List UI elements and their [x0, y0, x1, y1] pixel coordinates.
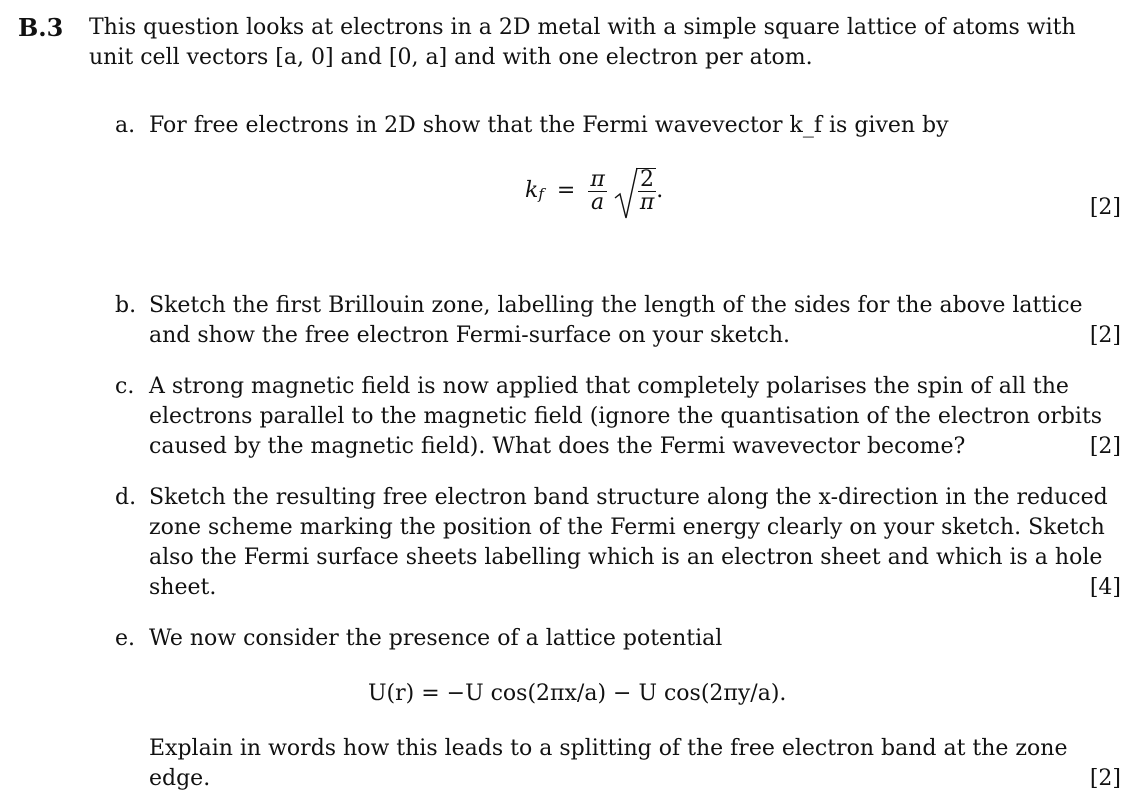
part-c-line-1: A strong magnetic field is now applied that completely polarises the spin of all the: [149, 374, 1069, 399]
part-e-line-1: We now consider the presence of a lattice potential: [149, 626, 723, 651]
part-c-marks: [2]: [1089, 434, 1121, 459]
part-a-marks: [2]: [1089, 195, 1121, 220]
lattice-potential-equation: U(r) = −U cos(2πx/a) − U cos(2πy/a).: [368, 681, 787, 706]
part-d-line-3: also the Fermi surface sheets labelling which is an electron sheet and which is a hole: [149, 545, 1103, 570]
eq-kf-frac1-den: a: [591, 189, 605, 215]
part-d-marks: [4]: [1089, 575, 1121, 600]
part-b-label: b.: [115, 293, 137, 318]
part-c-line-2: electrons parallel to the magnetic field (ignore the quantisation of the electron orbits: [149, 404, 1103, 429]
part-c-line-3: caused by the magnetic field). What does the Fermi wavevector become?: [149, 434, 966, 459]
part-e-label: e.: [115, 626, 136, 651]
part-b-line-2: and show the free electron Fermi-surface on your sketch.: [149, 323, 790, 348]
part-e-marks: [2]: [1089, 766, 1121, 791]
fermi-wavevector-equation: [525, 168, 663, 228]
intro-line-2: unit cell vectors [a, 0] and [0, a] and with one electron per atom.: [89, 45, 813, 70]
part-c-label: c.: [115, 374, 135, 399]
sqrt-sign-icon: [614, 164, 638, 222]
question-number: B.3: [18, 13, 64, 42]
part-b-line-1: Sketch the first Brillouin zone, labelling the length of the sides for the above lattice: [149, 293, 1083, 318]
part-a-label: a.: [115, 113, 136, 138]
eq-kf-tail: .: [656, 178, 664, 203]
eq-kf-frac2-num: 2: [640, 167, 655, 192]
part-b-marks: [2]: [1089, 323, 1121, 348]
part-d-line-2: zone scheme marking the position of the Fermi energy clearly on your sketch. Sketch: [149, 515, 1105, 540]
eq-kf-frac1: [588, 166, 606, 215]
part-e-after-line-1: Explain in words how this leads to a splitting of the free electron band at the zone: [149, 736, 1068, 761]
eq-kf-frac2-den: π: [639, 190, 655, 215]
part-d-line-1: Sketch the resulting free electron band structure along the x-direction in the reduced: [149, 485, 1108, 510]
eq-kf-equals: =: [556, 178, 576, 203]
eq-kf-lhs: k: [525, 178, 539, 203]
eq-kf-frac1-num: π: [590, 166, 605, 192]
part-a-text: For free electrons in 2D show that the Fermi wavevector k_f is given by: [149, 113, 949, 138]
intro-line-1: This question looks at electrons in a 2D metal with a simple square lattice of atoms with: [89, 15, 1076, 40]
part-e-after-line-2: edge.: [149, 766, 211, 791]
eq-kf-frac2: [638, 169, 656, 214]
part-d-label: d.: [115, 485, 137, 510]
part-d-line-4: sheet.: [149, 575, 217, 600]
eq-kf-sub: f: [538, 185, 544, 203]
eq-kf-sqrt: [614, 168, 656, 214]
